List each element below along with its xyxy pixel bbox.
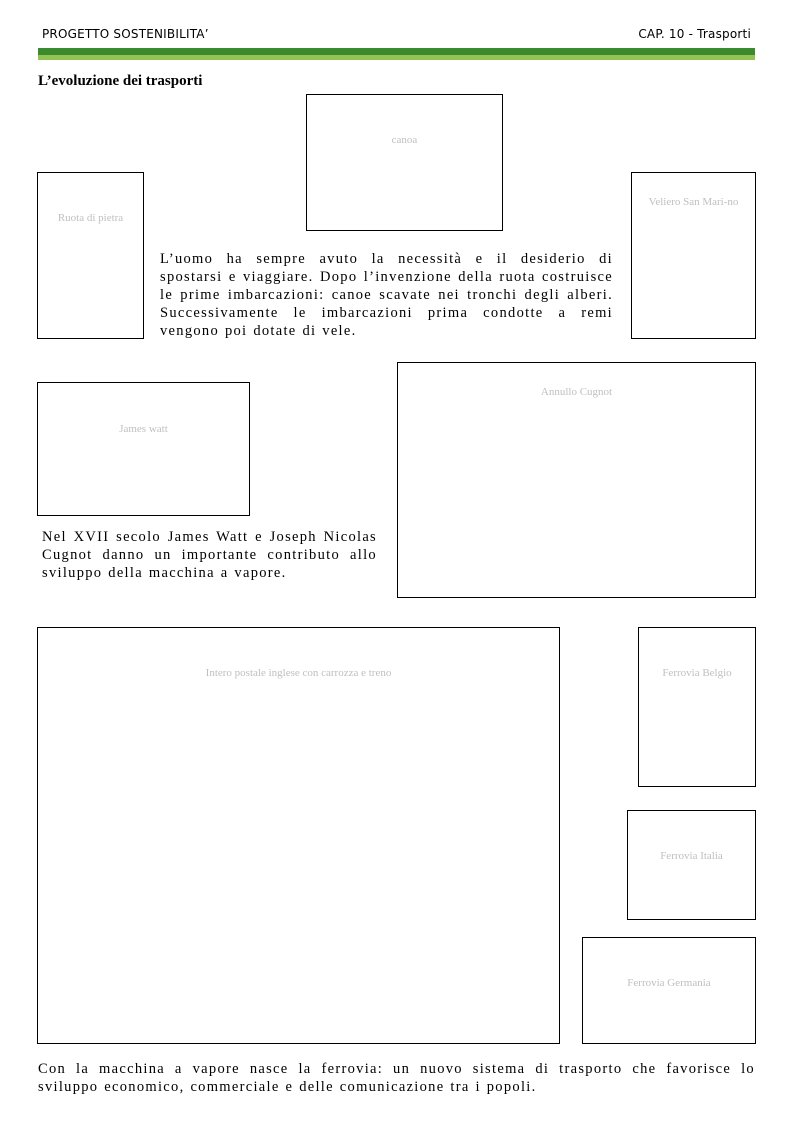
image-label-canoa: canoa	[391, 134, 418, 146]
image-placeholder-watt	[37, 382, 250, 516]
image-placeholder-veliero	[631, 172, 756, 339]
header-chapter-title: CAP. 10 - Trasporti	[638, 27, 751, 41]
image-label-cugnot: Annullo Cugnot	[540, 386, 613, 398]
paragraph-origins: L’uomo ha sempre avuto la necessità e il desiderio di spostarsi e viaggiare. Dopo l’invenzione della ruota costruisce le prime imbarcazioni: canoe scavate nei tronchi degli alberi. Successivamente le imbarcazioni prima condotte a remi vengono poi dotate di vele.	[160, 251, 613, 339]
image-placeholder-ruota	[37, 172, 144, 339]
paragraph-steam-engine: Nel XVII secolo James Watt e Joseph Nicolas Cugnot danno un importante contributo allo sviluppo della macchina a vapore.	[42, 529, 377, 581]
image-label-ferrovia-belgio: Ferrovia Belgio	[662, 667, 732, 679]
image-label-intero-postale: Intero postale inglese con carrozza e treno	[205, 667, 392, 679]
image-label-ferrovia-italia: Ferrovia Italia	[660, 850, 723, 862]
image-placeholder-canoa	[306, 94, 503, 231]
paragraph-railway: Con la macchina a vapore nasce la ferrovia: un nuovo sistema di trasporto che favorisce lo sviluppo economico, commerciale e delle comunicazione tra i popoli.	[38, 1061, 755, 1095]
section-title: L’evoluzione dei trasporti	[38, 73, 203, 89]
image-label-watt: James watt	[119, 423, 168, 435]
image-placeholder-ferrovia-belgio	[638, 627, 756, 787]
image-label-ruota: Ruota di pietra	[57, 212, 124, 224]
image-placeholder-intero-postale	[37, 627, 560, 1044]
image-label-veliero: Veliero San Mari-no	[648, 196, 739, 208]
header-project-title: PROGETTO SOSTENIBILITA’	[42, 27, 209, 41]
image-label-ferrovia-germania: Ferrovia Germania	[627, 977, 711, 989]
header-rule-light	[38, 55, 755, 60]
header-rule-dark	[38, 48, 755, 55]
image-placeholder-cugnot	[397, 362, 756, 598]
image-placeholder-ferrovia-italia	[627, 810, 756, 920]
image-placeholder-ferrovia-germania	[582, 937, 756, 1044]
